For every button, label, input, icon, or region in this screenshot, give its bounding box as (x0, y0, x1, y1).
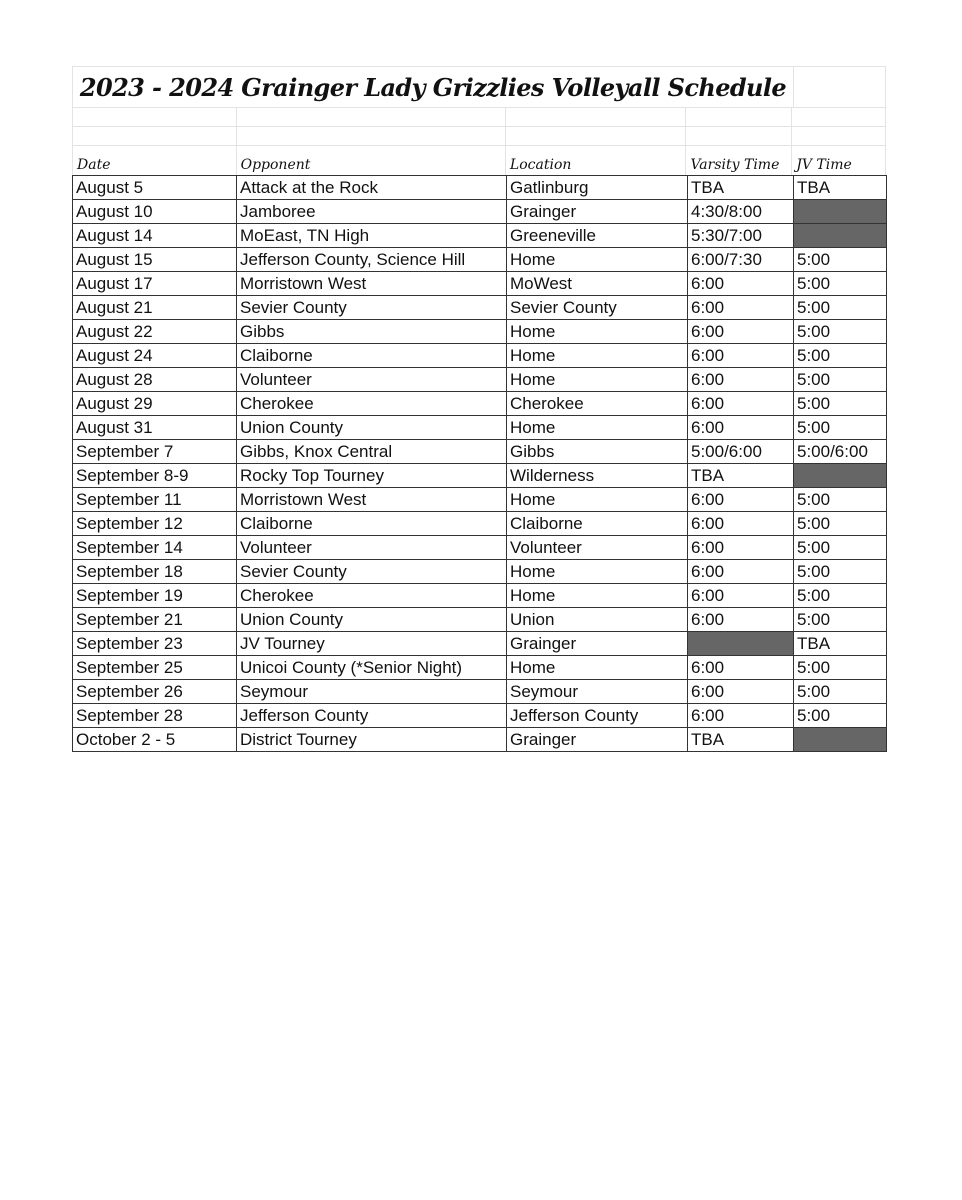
varsity-time-cell: 6:00 (688, 368, 794, 392)
location-cell: Home (507, 584, 688, 608)
table-row (73, 440, 887, 464)
table-row (73, 536, 887, 560)
varsity-time-cell: 6:00 (688, 512, 794, 536)
table-row (73, 200, 887, 224)
jv-time-cell: 5:00 (794, 536, 887, 560)
location-cell: Home (507, 320, 688, 344)
date-cell: August 5 (73, 176, 237, 200)
jv-time-cell: 5:00 (794, 704, 887, 728)
opponent-cell: Volunteer (237, 368, 507, 392)
varsity-time-cell: 6:00 (688, 584, 794, 608)
schedule-table (72, 175, 887, 752)
varsity-time-cell: 6:00 (688, 656, 794, 680)
location-cell: Union (507, 608, 688, 632)
title-row (72, 66, 886, 108)
table-row (73, 560, 887, 584)
varsity-time-cell: 6:00 (688, 536, 794, 560)
location-cell: Sevier County (507, 296, 688, 320)
date-cell: September 21 (73, 608, 237, 632)
table-row (73, 632, 887, 656)
varsity-time-cell: 6:00 (688, 296, 794, 320)
schedule-body (73, 176, 887, 752)
header-jv-time: JV Time (796, 157, 852, 173)
location-cell: Grainger (507, 200, 688, 224)
date-cell: September 8-9 (73, 464, 237, 488)
varsity-time-cell: 6:00 (688, 608, 794, 632)
jv-time-cell: 5:00 (794, 680, 887, 704)
title-cell (73, 67, 794, 107)
opponent-cell: Seymour (237, 680, 507, 704)
table-row (73, 296, 887, 320)
location-cell: Seymour (507, 680, 688, 704)
jv-time-cell: 5:00 (794, 272, 887, 296)
date-cell: September 26 (73, 680, 237, 704)
date-cell: September 19 (73, 584, 237, 608)
opponent-cell: Morristown West (237, 272, 507, 296)
varsity-time-cell: 6:00 (688, 680, 794, 704)
schedule-sheet (72, 66, 886, 752)
varsity-time-cell: 5:00/6:00 (688, 440, 794, 464)
header-opponent: Opponent (237, 146, 506, 175)
opponent-cell: Morristown West (237, 488, 507, 512)
header-varsity-time: Varsity Time (686, 146, 792, 175)
blank-row (72, 127, 886, 146)
jv-time-cell: 5:00 (794, 248, 887, 272)
table-row (73, 512, 887, 536)
table-row (73, 392, 887, 416)
jv-time-cell: 5:00 (794, 296, 887, 320)
opponent-cell: Unicoi County (*Senior Night) (237, 656, 507, 680)
jv-time-cell: 5:00 (794, 656, 887, 680)
opponent-cell: Claiborne (237, 512, 507, 536)
location-cell: Home (507, 368, 688, 392)
date-cell: August 15 (73, 248, 237, 272)
shaded-cell (794, 224, 887, 248)
location-cell: Claiborne (507, 512, 688, 536)
location-cell: Greeneville (507, 224, 688, 248)
opponent-cell: JV Tourney (237, 632, 507, 656)
location-cell: MoWest (507, 272, 688, 296)
table-row (73, 176, 887, 200)
opponent-cell: Jefferson County (237, 704, 507, 728)
varsity-time-cell: 6:00 (688, 272, 794, 296)
table-row (73, 464, 887, 488)
varsity-time-cell: 6:00 (688, 416, 794, 440)
opponent-cell: Cherokee (237, 392, 507, 416)
opponent-cell: Jefferson County, Science Hill (237, 248, 507, 272)
varsity-time-cell: 5:30/7:00 (688, 224, 794, 248)
table-row (73, 728, 887, 752)
shaded-cell (794, 200, 887, 224)
header-date: Date (73, 146, 237, 175)
table-row (73, 584, 887, 608)
table-row (73, 680, 887, 704)
opponent-cell: Sevier County (237, 296, 507, 320)
date-cell: August 22 (73, 320, 237, 344)
location-cell: Gibbs (507, 440, 688, 464)
date-cell: August 10 (73, 200, 237, 224)
opponent-cell: Gibbs, Knox Central (237, 440, 507, 464)
table-row (73, 320, 887, 344)
table-row (73, 344, 887, 368)
shaded-cell (688, 632, 794, 656)
opponent-cell: Volunteer (237, 536, 507, 560)
location-cell: Home (507, 488, 688, 512)
location-cell: Home (507, 656, 688, 680)
opponent-cell: Jamboree (237, 200, 507, 224)
opponent-cell: Attack at the Rock (237, 176, 507, 200)
date-cell: September 7 (73, 440, 237, 464)
date-cell: September 11 (73, 488, 237, 512)
varsity-time-cell: 6:00 (688, 488, 794, 512)
varsity-time-cell: 6:00 (688, 560, 794, 584)
location-cell: Grainger (507, 632, 688, 656)
table-row (73, 608, 887, 632)
date-cell: August 24 (73, 344, 237, 368)
table-row (73, 656, 887, 680)
opponent-cell: MoEast, TN High (237, 224, 507, 248)
table-row (73, 416, 887, 440)
date-cell: August 21 (73, 296, 237, 320)
jv-time-cell: 5:00 (794, 608, 887, 632)
jv-time-cell: 5:00 (794, 368, 887, 392)
jv-time-cell: TBA (794, 632, 887, 656)
location-cell: Home (507, 416, 688, 440)
date-cell: September 14 (73, 536, 237, 560)
date-cell: August 29 (73, 392, 237, 416)
location-cell: Home (507, 248, 688, 272)
title-empty-cell (794, 67, 885, 107)
varsity-time-cell: 6:00 (688, 392, 794, 416)
table-row (73, 224, 887, 248)
date-cell: September 23 (73, 632, 237, 656)
location-cell: Grainger (507, 728, 688, 752)
location-cell: Volunteer (507, 536, 688, 560)
opponent-cell: Gibbs (237, 320, 507, 344)
opponent-cell: Claiborne (237, 344, 507, 368)
opponent-cell: Rocky Top Tourney (237, 464, 507, 488)
location-cell: Cherokee (507, 392, 688, 416)
location-cell: Home (507, 344, 688, 368)
varsity-time-cell: 6:00/7:30 (688, 248, 794, 272)
varsity-time-cell: 6:00 (688, 320, 794, 344)
opponent-cell: Union County (237, 608, 507, 632)
date-cell: August 14 (73, 224, 237, 248)
jv-time-cell: TBA (794, 176, 887, 200)
shaded-cell (794, 728, 887, 752)
varsity-time-cell: 6:00 (688, 704, 794, 728)
page-title: 2023 - 2024 Grainger Lady Grizzlies Volleyall Schedule (79, 72, 787, 102)
opponent-cell: District Tourney (237, 728, 507, 752)
header-location: Location (506, 146, 687, 175)
date-cell: August 28 (73, 368, 237, 392)
jv-time-cell: 5:00 (794, 488, 887, 512)
location-cell: Gatlinburg (507, 176, 688, 200)
table-row (73, 248, 887, 272)
date-cell: September 18 (73, 560, 237, 584)
opponent-cell: Sevier County (237, 560, 507, 584)
jv-time-cell: 5:00 (794, 512, 887, 536)
location-cell: Home (507, 560, 688, 584)
jv-time-cell: 5:00 (794, 584, 887, 608)
jv-time-cell: 5:00 (794, 560, 887, 584)
date-cell: August 31 (73, 416, 237, 440)
jv-time-cell: 5:00 (794, 416, 887, 440)
location-cell: Jefferson County (507, 704, 688, 728)
table-row (73, 488, 887, 512)
table-row (73, 368, 887, 392)
varsity-time-cell: TBA (688, 728, 794, 752)
varsity-time-cell: 6:00 (688, 344, 794, 368)
table-row (73, 704, 887, 728)
opponent-cell: Union County (237, 416, 507, 440)
date-cell: October 2 - 5 (73, 728, 237, 752)
jv-time-cell: 5:00/6:00 (794, 440, 887, 464)
shaded-cell (794, 464, 887, 488)
date-cell: September 28 (73, 704, 237, 728)
varsity-time-cell: TBA (688, 464, 794, 488)
blank-row (72, 108, 886, 127)
table-row (73, 272, 887, 296)
jv-time-cell: 5:00 (794, 320, 887, 344)
varsity-time-cell: TBA (688, 176, 794, 200)
date-cell: September 25 (73, 656, 237, 680)
location-cell: Wilderness (507, 464, 688, 488)
date-cell: August 17 (73, 272, 237, 296)
varsity-time-cell: 4:30/8:00 (688, 200, 794, 224)
jv-time-cell: 5:00 (794, 344, 887, 368)
date-cell: September 12 (73, 512, 237, 536)
opponent-cell: Cherokee (237, 584, 507, 608)
jv-time-cell: 5:00 (794, 392, 887, 416)
column-header-row (72, 146, 886, 175)
